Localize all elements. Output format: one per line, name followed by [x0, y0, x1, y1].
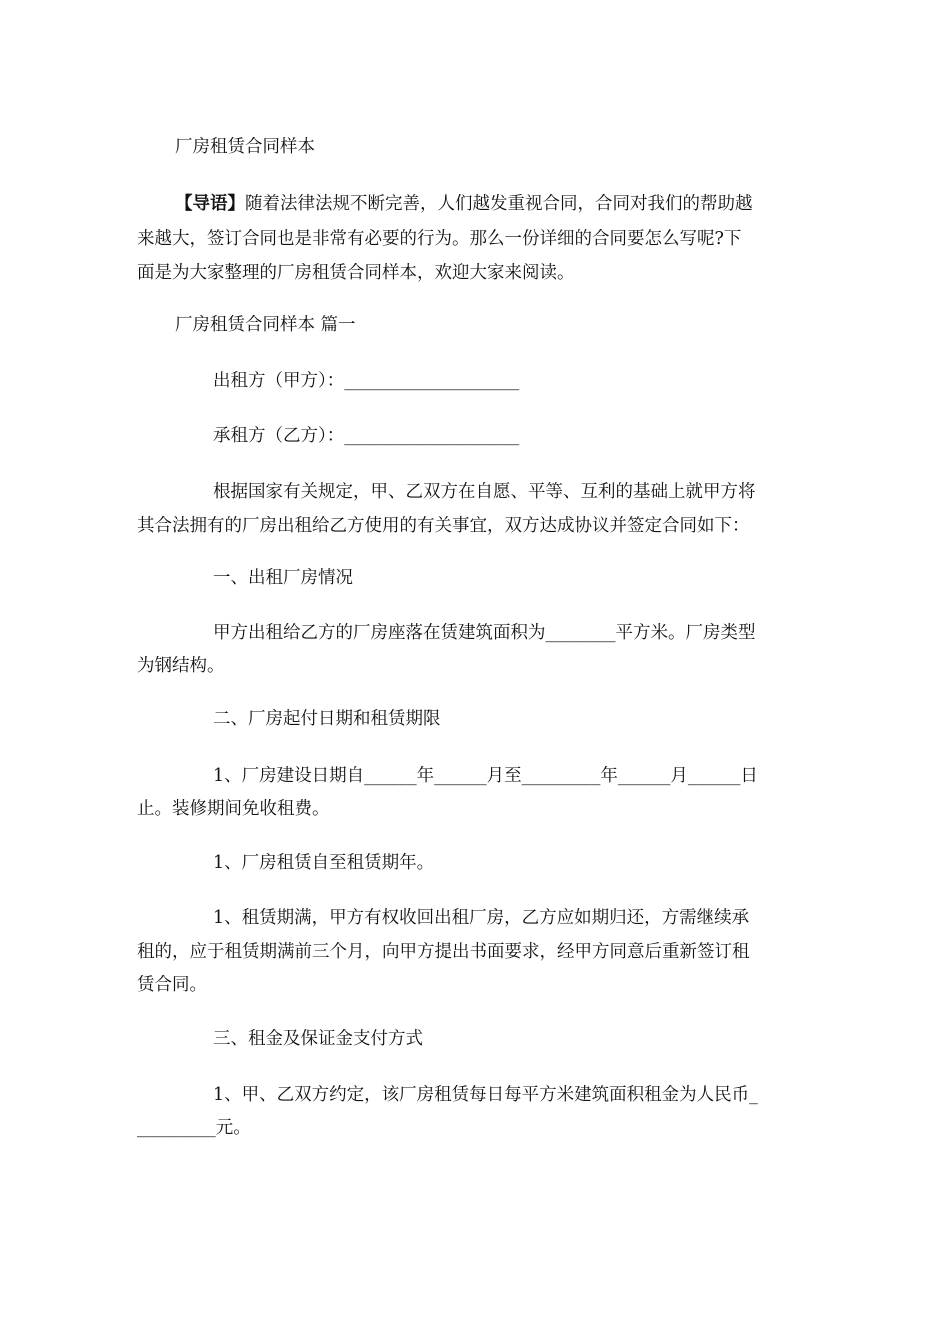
article-3-title: 三、租金及保证金支付方式 [213, 1029, 423, 1049]
intro-line-2: 来越大，签订合同也是非常有必要的行为。那么一份详细的合同要怎么写呢?下 [137, 229, 742, 249]
basis-line-1: 根据国家有关规定，甲、乙双方在自愿、平等、互利的基础上就甲方将 [213, 482, 756, 502]
article-3-item-1-line-1: 1、甲、乙双方约定，该厂房租赁每日每平方米建筑面积租金为人民币_ [213, 1085, 758, 1105]
article-2-item-1-line-1: 1、厂房建设日期自______年______月至_________年______月______日 [213, 766, 758, 786]
article-2-item-3-line-2: 租的，应于租赁期满前三个月，向甲方提出书面要求，经甲方同意后重新签订租 [137, 942, 750, 962]
section-title: 厂房租赁合同样本 篇一 [175, 315, 356, 335]
intro-line-3: 面是为大家整理的厂房租赁合同样本，欢迎大家来阅读。 [137, 263, 575, 283]
article-2-title: 二、厂房起付日期和租赁期限 [213, 709, 441, 729]
article-2-item-2: 1、厂房租赁自至租赁期年。 [213, 853, 435, 873]
party-a-line: 出租方（甲方）：____________________ [213, 371, 520, 391]
article-2-item-3-line-1: 1、租赁期满，甲方有权收回出租厂房，乙方应如期归还，方需继续承 [213, 908, 750, 928]
basis-line-2: 其合法拥有的厂房出租给乙方使用的有关事宜，双方达成协议并签定合同如下： [137, 516, 750, 536]
intro-text-1: 随着法律法规不断完善，人们越发重视合同，合同对我们的帮助越 [245, 194, 753, 214]
article-3-item-1-line-2: _________元。 [137, 1118, 251, 1138]
party-b-line: 承租方（乙方）：____________________ [213, 426, 520, 446]
article-2-item-1-line-2: 止。装修期间免收租费。 [137, 799, 330, 819]
article-1-line-1: 甲方出租给乙方的厂房座落在赁建筑面积为________平方米。厂房类型 [213, 623, 756, 643]
document-title: 厂房租赁合同样本 [175, 137, 315, 157]
article-1-line-2: 为钢结构。 [137, 656, 225, 676]
intro-tag: 【导语】 [175, 194, 245, 214]
article-1-title: 一、出租厂房情况 [213, 568, 353, 588]
intro-line-1 [175, 189, 753, 220]
article-2-item-3-line-3: 赁合同。 [137, 975, 207, 995]
